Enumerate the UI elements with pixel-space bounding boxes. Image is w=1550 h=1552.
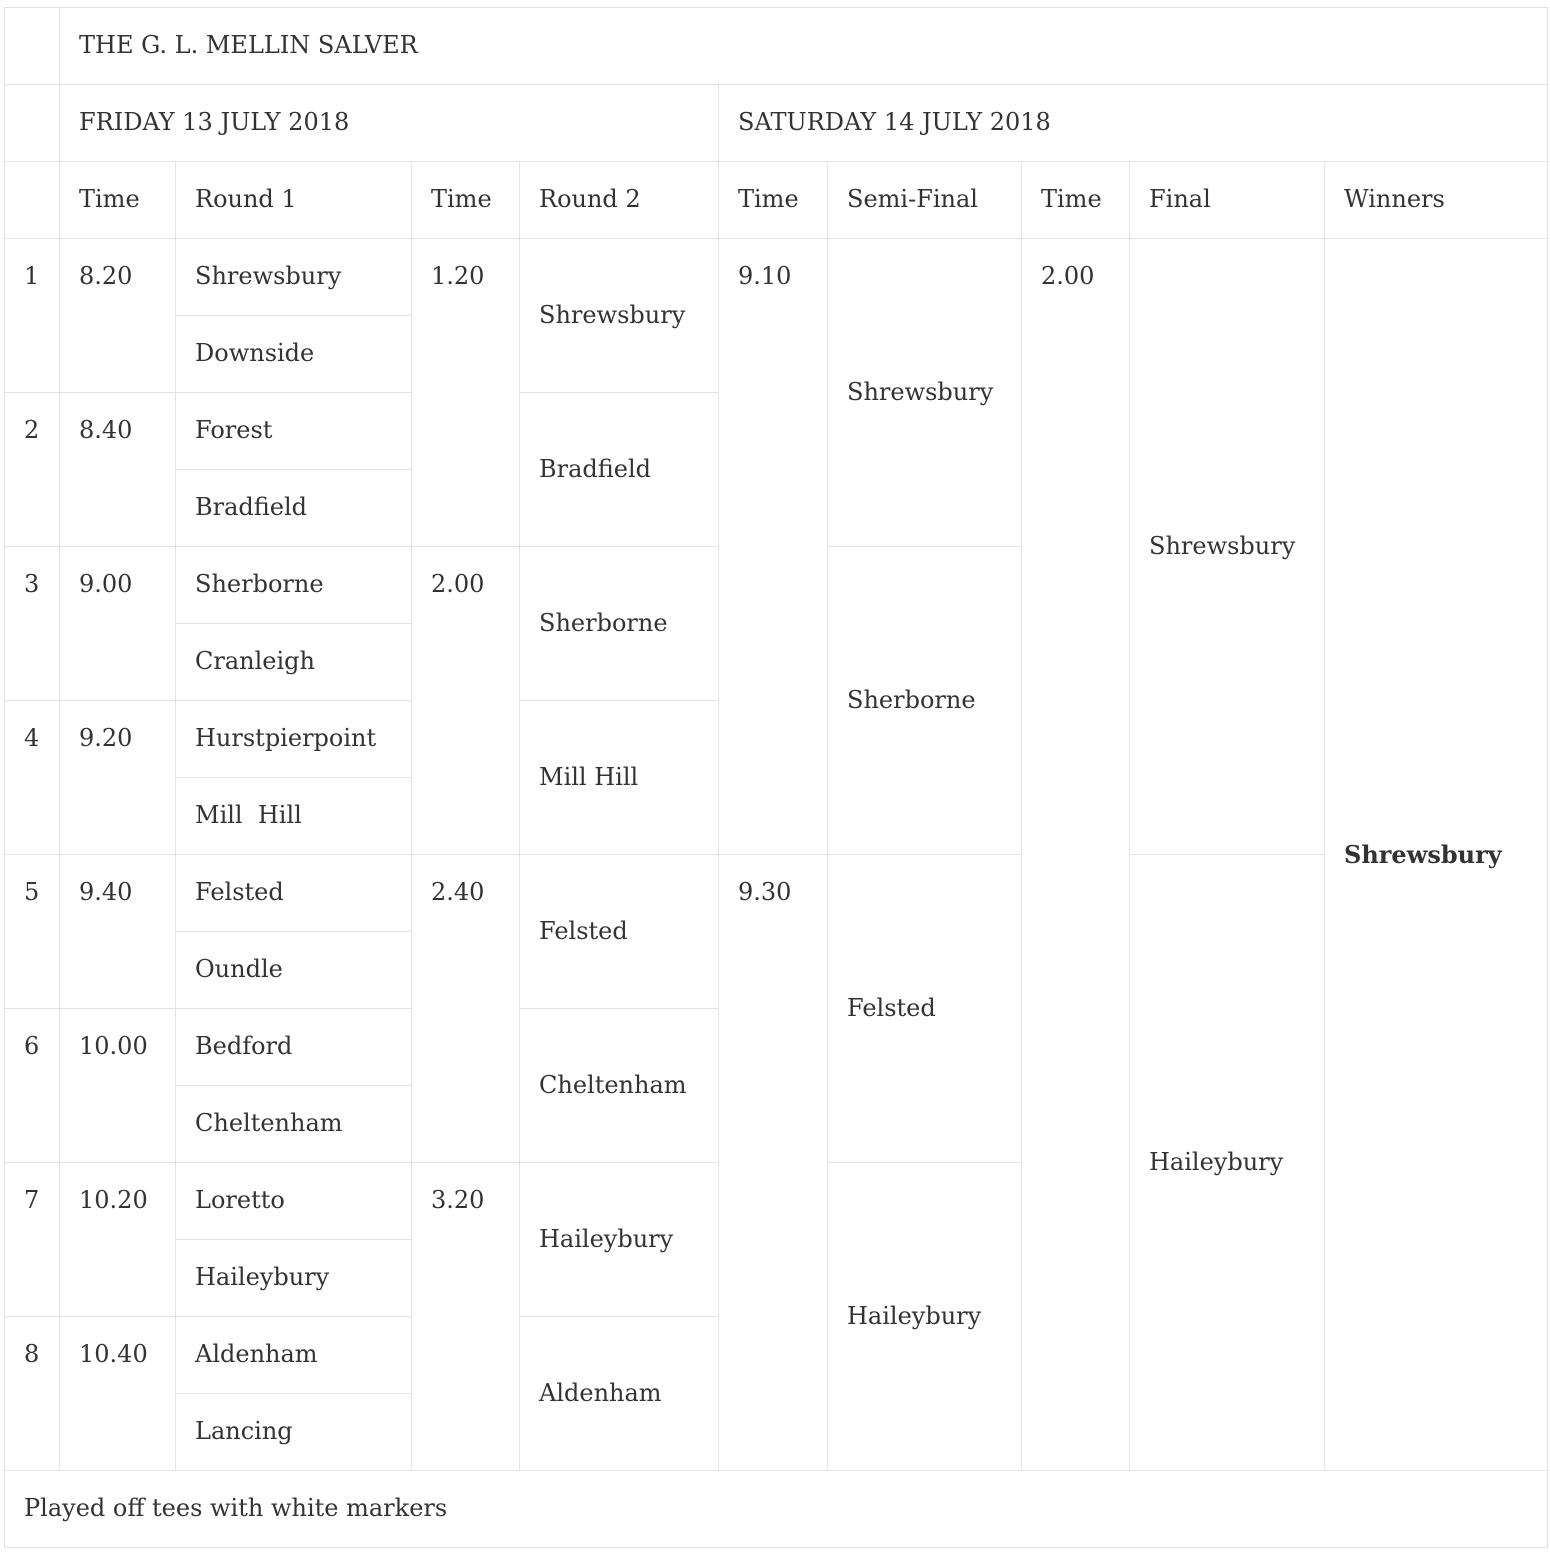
header-final: Final [1130, 162, 1325, 239]
header-time: Time [1022, 162, 1130, 239]
header-row [5, 162, 1548, 239]
match-number: 5 [5, 855, 60, 1009]
corner-cell [5, 8, 60, 85]
table-row [5, 855, 1548, 932]
footnote-row [5, 1471, 1548, 1548]
round1-team: Downside [176, 316, 412, 393]
match-number: 7 [5, 1163, 60, 1317]
match-number: 2 [5, 393, 60, 547]
round1-team: Bedford [176, 1009, 412, 1086]
match-time: 10.00 [60, 1009, 176, 1163]
corner-cell [5, 85, 60, 162]
semi-time: 9.10 [719, 239, 828, 855]
round2-time: 1.20 [412, 239, 520, 547]
round1-team: Cheltenham [176, 1086, 412, 1163]
round1-team: Lancing [176, 1394, 412, 1471]
table-row [5, 239, 1548, 316]
header-round2: Round 2 [520, 162, 719, 239]
round2-time: 3.20 [412, 1163, 520, 1471]
semi-team: Felsted [828, 855, 1022, 1163]
round1-team: Oundle [176, 932, 412, 1009]
round2-team: Sherborne [520, 547, 719, 701]
round2-team: Haileybury [520, 1163, 719, 1317]
header-time: Time [412, 162, 520, 239]
header-semi-final: Semi-Final [828, 162, 1022, 239]
match-number: 4 [5, 701, 60, 855]
match-time: 9.20 [60, 701, 176, 855]
round2-team: Cheltenham [520, 1009, 719, 1163]
header-round1: Round 1 [176, 162, 412, 239]
bracket-table [4, 7, 1548, 1548]
final-team: Haileybury [1130, 855, 1325, 1471]
round1-team: Aldenham [176, 1317, 412, 1394]
round1-team: Shrewsbury [176, 239, 412, 316]
day-row [5, 85, 1548, 162]
match-number: 6 [5, 1009, 60, 1163]
semi-team: Shrewsbury [828, 239, 1022, 547]
match-time: 8.40 [60, 393, 176, 547]
round1-team: Loretto [176, 1163, 412, 1240]
round1-team: Cranleigh [176, 624, 412, 701]
round2-time: 2.40 [412, 855, 520, 1163]
friday-heading: FRIDAY 13 JULY 2018 [60, 85, 719, 162]
tournament-title: THE G. L. MELLIN SALVER [60, 8, 1548, 85]
header-time: Time [719, 162, 828, 239]
match-time: 8.20 [60, 239, 176, 393]
match-time: 9.40 [60, 855, 176, 1009]
semi-team: Sherborne [828, 547, 1022, 855]
semi-time: 9.30 [719, 855, 828, 1471]
match-time: 10.20 [60, 1163, 176, 1317]
header-time: Time [60, 162, 176, 239]
final-team: Shrewsbury [1130, 239, 1325, 855]
round2-team: Felsted [520, 855, 719, 1009]
header-winners: Winners [1325, 162, 1548, 239]
round1-team: Sherborne [176, 547, 412, 624]
round2-team: Shrewsbury [520, 239, 719, 393]
round2-time: 2.00 [412, 547, 520, 855]
footnote: Played off tees with white markers [5, 1471, 1548, 1548]
round2-team: Aldenham [520, 1317, 719, 1471]
match-number: 3 [5, 547, 60, 701]
round2-team: Bradfield [520, 393, 719, 547]
title-row [5, 8, 1548, 85]
champion: Shrewsbury [1325, 239, 1548, 1471]
match-time: 9.00 [60, 547, 176, 701]
final-time: 2.00 [1022, 239, 1130, 1471]
match-number: 1 [5, 239, 60, 393]
round2-team: Mill Hill [520, 701, 719, 855]
round1-team: Forest [176, 393, 412, 470]
round1-team: Hurstpierpoint [176, 701, 412, 778]
round1-team: Bradfield [176, 470, 412, 547]
saturday-heading: SATURDAY 14 JULY 2018 [719, 85, 1548, 162]
round1-team: Felsted [176, 855, 412, 932]
semi-team: Haileybury [828, 1163, 1022, 1471]
round1-team: Haileybury [176, 1240, 412, 1317]
round1-team: Mill Hill [176, 778, 412, 855]
match-time: 10.40 [60, 1317, 176, 1471]
corner-cell [5, 162, 60, 239]
match-number: 8 [5, 1317, 60, 1471]
